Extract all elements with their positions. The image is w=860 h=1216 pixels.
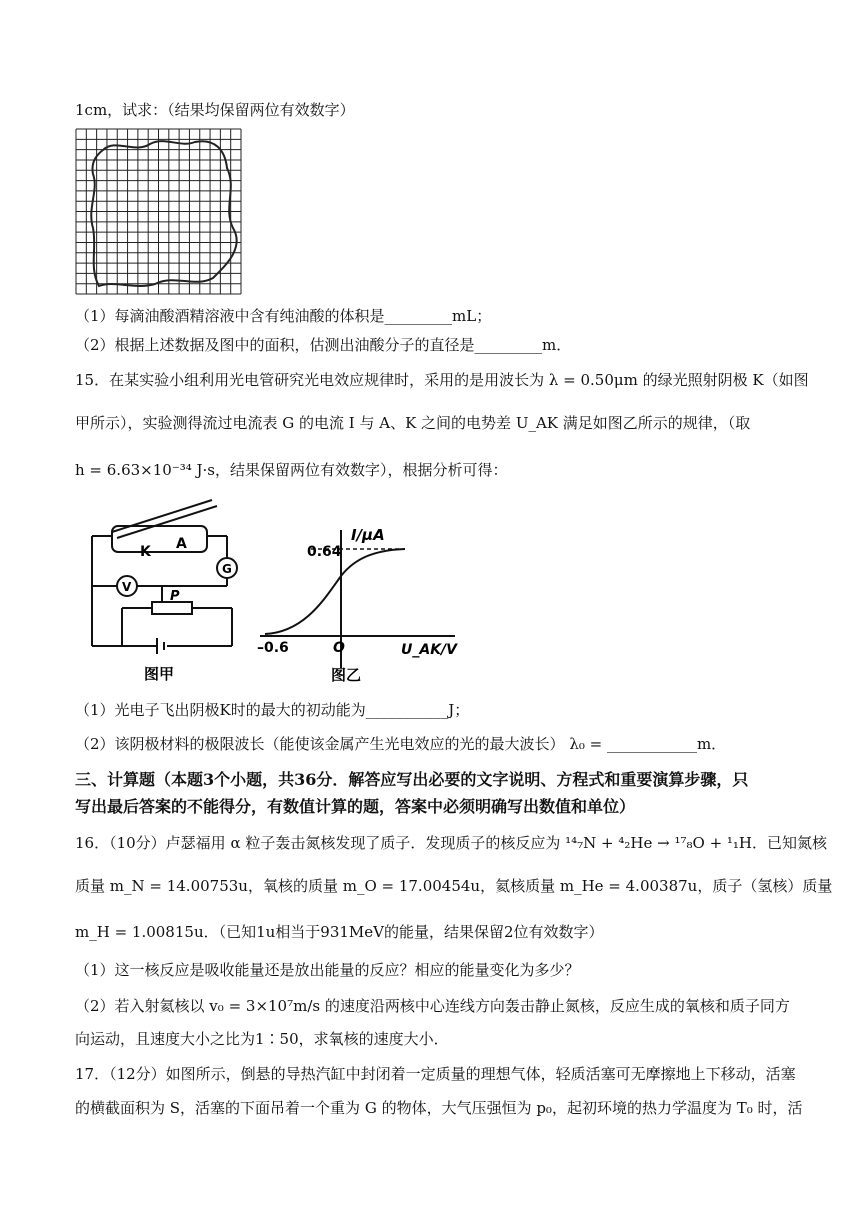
q15-line-b: 甲所示），实验测得流过电流表 G 的电流 I 与 A、K 之间的电势差 U_AK 满足如图乙所示的规律，（取	[75, 414, 751, 432]
label-p: P	[170, 589, 180, 604]
section3-heading-a: 三、计算题（本题3个小题，共36分．解答应写出必要的文字说明、方程式和重要演算步骤，只	[75, 770, 749, 789]
label-a: A	[176, 536, 187, 552]
circuit-figure-jia	[82, 496, 242, 686]
q15-part2: （2）该阴极材料的极限波长（能使该金属产生光电效应的光的最大波长） λ₀ = ____________m．	[75, 735, 727, 753]
x-value: –0.6	[257, 640, 289, 656]
q16-line-b: 质量 m_N = 14.00753u，氧核的质量 m_O = 17.00454u，氦核质量 m_He = 4.00387u，质子（氢核）质量	[75, 877, 833, 895]
label-v: V	[122, 580, 132, 594]
origin: O	[333, 640, 345, 656]
q16-line-c: m_H = 1.00815u．（已知1u相当于931MeV的能量，结果保留2位有效数字）	[75, 923, 604, 941]
ylabel: I/μA	[351, 526, 385, 544]
q16-line-a: 16．（10分）卢瑟福用 α 粒子轰击氮核发现了质子．发现质子的核反应为 ¹⁴₇N + ⁴₂He → ¹⁷₈O + ¹₁H．已知氮核	[75, 834, 828, 852]
label-g: G	[222, 562, 232, 576]
q17-line-b: 的横截面积为 S，活塞的下面吊着一个重为 G 的物体，大气压强恒为 p₀，起初环境的热力学温度为 T₀ 时，活	[75, 1099, 803, 1117]
q14-part1: （1）每滴油酸酒精溶液中含有纯油酸的体积是_________mL；	[75, 307, 492, 325]
q15-line-c: h = 6.63×10⁻³⁴ J·s，结果保留两位有效数字），根据分析可得：	[75, 461, 508, 479]
q16-part2a: （2）若入射氦核以 v₀ = 3×10⁷m/s 的速度沿两核中心连线方向轰击静止氮核，反应生成的氧核和质子同方	[75, 997, 790, 1015]
q16-part2b: 向运动，且速度大小之比为1∶50，求氧核的速度大小．	[75, 1030, 449, 1048]
y-value: 0.64	[307, 544, 342, 560]
section3-heading-b: 写出最后答案的不能得分，有数值计算的题，答案中必须明确写出数值和单位）	[75, 797, 636, 816]
iv-graph-yi	[255, 518, 465, 686]
q14-part2: （2）根据上述数据及图中的面积，估测出油酸分子的直径是_________m．	[75, 336, 572, 354]
text-line: 1cm，试求：（结果均保留两位有效数字）	[75, 101, 355, 119]
xlabel: U_AK/V	[401, 642, 457, 658]
oil-film-grid-figure	[75, 128, 245, 296]
q15-line-a: 15．在某实验小组利用光电管研究光电效应规律时，采用的是用波长为 λ = 0.50μm 的绿光照射阴极 K（如图	[75, 371, 809, 389]
q15-part1: （1）光电子飞出阴极K时的最大的初动能为___________J；	[75, 701, 470, 719]
caption-yi: 图乙	[331, 666, 362, 684]
q16-part1: （1）这一核反应是吸收能量还是放出能量的反应？相应的能量变化为多少？	[75, 961, 580, 979]
label-k: K	[140, 544, 151, 560]
caption-jia: 图甲	[144, 665, 175, 683]
q17-line-a: 17．（12分）如图所示，倒悬的导热汽缸中封闭着一定质量的理想气体，轻质活塞可无摩擦地上下移动，活塞	[75, 1065, 796, 1083]
